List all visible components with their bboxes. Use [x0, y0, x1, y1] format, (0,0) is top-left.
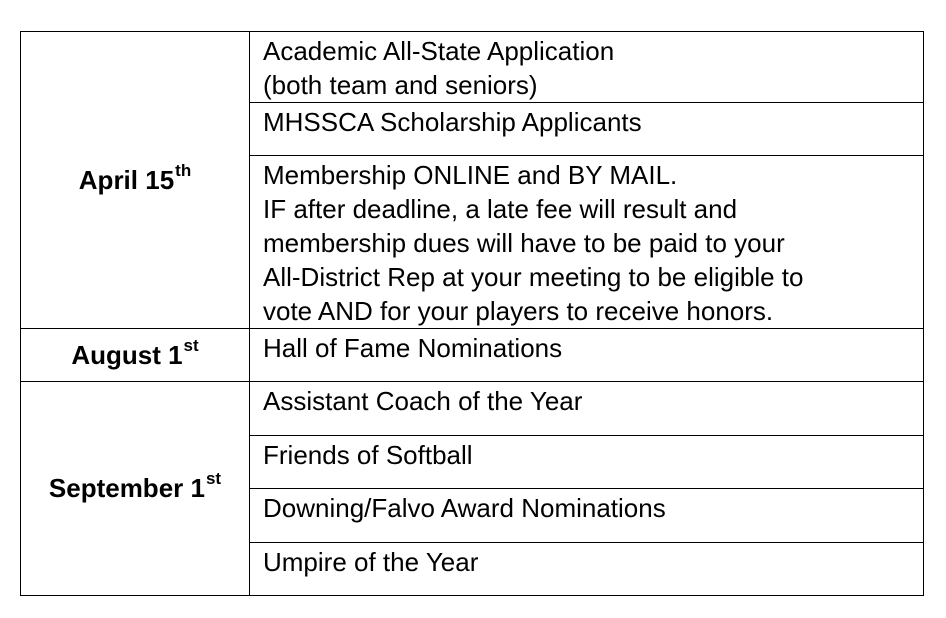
deadline-item	[250, 382, 924, 436]
date-suffix: st	[205, 469, 222, 489]
date-suffix: st	[183, 335, 199, 355]
date-label: August 1	[71, 339, 183, 370]
item-line: Friends of Softball	[263, 440, 473, 470]
table-row	[21, 382, 924, 436]
item-line: Assistant Coach of the Year	[263, 386, 583, 416]
item-line: (both team and seniors)	[263, 70, 538, 100]
item-line: Downing/Falvo Award Nominations	[263, 493, 666, 523]
date-suffix: th	[175, 160, 192, 180]
table-row	[21, 32, 924, 103]
item-line: membership dues will have to be paid to your	[263, 228, 785, 258]
date-september-1	[21, 382, 250, 596]
item-line: IF after deadline, a late fee will result and	[263, 194, 738, 224]
deadline-item	[250, 156, 924, 329]
item-line: Umpire of the Year	[263, 547, 479, 577]
deadline-item	[250, 436, 924, 489]
table-row	[21, 329, 924, 382]
item-line: vote AND for your players to receive honors.	[263, 296, 774, 326]
item-line: MHSSCA Scholarship Applicants	[263, 107, 642, 137]
date-label: April 15	[78, 164, 175, 195]
deadline-item	[250, 489, 924, 543]
deadline-item	[250, 103, 924, 156]
item-line: All-District Rep at your meeting to be eligible to	[263, 262, 804, 292]
date-april-15	[21, 32, 250, 329]
deadline-item	[250, 329, 924, 382]
item-line: Hall of Fame Nominations	[263, 333, 563, 363]
item-line: Membership ONLINE and BY MAIL.	[263, 160, 678, 190]
date-label: September 1	[48, 473, 205, 503]
item-line: Academic All-State Application	[263, 36, 615, 66]
date-august-1	[21, 329, 250, 382]
deadline-item	[250, 32, 924, 103]
deadline-table	[20, 31, 924, 596]
deadline-item	[250, 543, 924, 596]
